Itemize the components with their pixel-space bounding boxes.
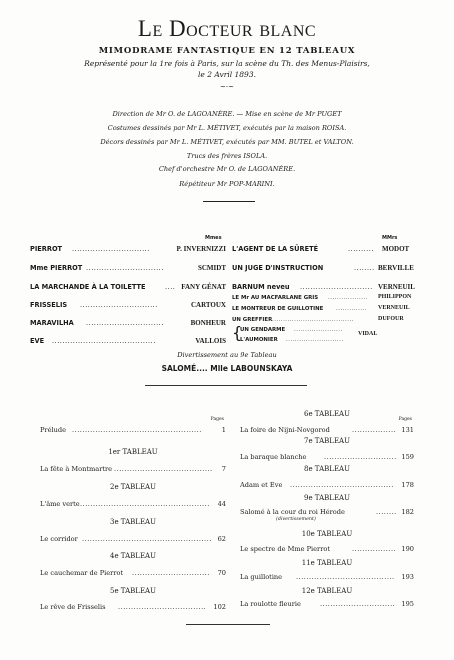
dot-leader: ...................................... bbox=[296, 573, 395, 581]
page-number: 44 bbox=[217, 500, 226, 508]
dot-leader: ............................. bbox=[320, 600, 396, 608]
cast-role: L'AGENT DE LA SÛRETÉ bbox=[232, 245, 319, 253]
page-title: Le Docteur blanc bbox=[137, 16, 317, 41]
toc-entry: Salomé à la cour du roi Hérode bbox=[240, 508, 345, 516]
cast-actor: VALLOIS bbox=[195, 337, 226, 345]
cast-role: LE MONTREUR DE GUILLOTINE bbox=[232, 306, 324, 312]
cast-actor: CARTOUX bbox=[190, 301, 226, 309]
tableau-heading: 4e TABLEAU bbox=[109, 552, 157, 560]
cast-role: EVE bbox=[30, 337, 45, 345]
dot-leader: ........................................ bbox=[52, 337, 156, 345]
toc-right bbox=[240, 0, 414, 660]
premiere-line-1: Représenté pour la 1re fois à Paris, sur la scène du Th. des Menus-Plaisirs, bbox=[84, 59, 370, 68]
dot-leader: .......... bbox=[348, 245, 374, 253]
credit-decors: Décors dessinés par Mr L. MÉTIVET, exécutés par MM. BUTEL et VALTON. bbox=[100, 138, 354, 146]
toc-entry: La guillotine bbox=[240, 573, 283, 581]
credit-costumes: Costumes dessinés par Mr L. MÉTIVET, exécutés par la maison ROISA. bbox=[107, 124, 347, 132]
cast-role: LE Mr AU MACFARLANE GRIS bbox=[232, 295, 319, 301]
dot-leader: .................................................. bbox=[82, 535, 212, 543]
brace: { bbox=[232, 323, 243, 342]
cast-actor: BERVILLE bbox=[378, 264, 414, 272]
divertissement-note: Divertissement au 9e Tableau bbox=[177, 351, 277, 359]
page-number: 195 bbox=[401, 600, 414, 608]
credit-repetiteur: Répétiteur Mr POP-MARINI. bbox=[179, 180, 275, 188]
toc-entry: Adam et Eve bbox=[240, 481, 283, 489]
dot-leader: ................. bbox=[352, 545, 397, 553]
page-number: 131 bbox=[401, 426, 414, 434]
dot-leader: .... bbox=[165, 283, 175, 291]
dot-leader: .................................................. bbox=[72, 426, 202, 434]
cast-actor: SCMIDT bbox=[197, 264, 226, 272]
toc-entry: Le spectre de Mme Pierrot bbox=[240, 545, 330, 553]
dot-leader: .................................................. bbox=[80, 500, 210, 508]
cast-actor: BONHEUR bbox=[190, 319, 226, 327]
premiere-line-2: le 2 Avril 1893. bbox=[198, 70, 256, 79]
page-number: 182 bbox=[401, 508, 414, 516]
dot-leader: .................. bbox=[328, 295, 368, 301]
cast-actor: P. INVERNIZZI bbox=[176, 245, 226, 253]
pages-label: Pages bbox=[398, 417, 412, 422]
dot-leader: .............................. bbox=[80, 301, 158, 309]
credit-direction: Direction de Mr O. de LAGOANÈRE. — Mise en scène de Mr PUGET bbox=[112, 110, 342, 118]
tableau-heading: 2e TABLEAU bbox=[109, 483, 157, 491]
credit-trucs: Trucs des frères ISOLA. bbox=[186, 152, 268, 160]
tableau-heading: 9e TABLEAU bbox=[303, 494, 351, 502]
dot-leader: .............................. bbox=[72, 245, 150, 253]
tableau-heading: 7e TABLEAU bbox=[303, 437, 351, 445]
cast-actor: VERNEUIL bbox=[378, 283, 415, 291]
tableau-heading: 5e TABLEAU bbox=[109, 587, 157, 595]
cast-actor: MODOT bbox=[382, 245, 410, 253]
tableau-heading: 3e TABLEAU bbox=[109, 518, 157, 526]
toc-left bbox=[40, 0, 226, 660]
dot-leader: ..................................... bbox=[272, 317, 354, 323]
toc-entry: Le cauchemar de Pierrot bbox=[40, 569, 124, 577]
cast-role: UN JUGE D'INSTRUCTION bbox=[232, 264, 324, 272]
toc-entry: Le corridor bbox=[40, 535, 78, 543]
toc-entry: Prélude bbox=[40, 426, 66, 434]
credit-orchestra: Chef d'orchestre Mr O. de LAGOANÈRE. bbox=[158, 165, 296, 173]
page-number: 1 bbox=[221, 426, 226, 434]
cast-actor: VERNEUIL bbox=[378, 305, 410, 311]
divider bbox=[186, 624, 270, 625]
subtitle: MIMODRAME FANTASTIQUE EN 12 TABLEAUX bbox=[98, 46, 356, 56]
page-number: 178 bbox=[401, 481, 414, 489]
toc-entry: La fête à Montmartre bbox=[40, 465, 113, 473]
cast-header-left: Mmes bbox=[205, 235, 222, 241]
toc-entry: Le rêve de Frisselis bbox=[40, 603, 106, 611]
cast-actor: FANY GÉNAT bbox=[181, 283, 226, 291]
page-number: 102 bbox=[213, 603, 226, 611]
tableau-heading: 10e TABLEAU bbox=[301, 530, 353, 538]
dot-leader: ........ bbox=[376, 508, 397, 516]
cast-role: LA MARCHANDE À LA TOILETTE bbox=[30, 283, 146, 291]
dot-leader: .............................. bbox=[132, 569, 210, 577]
cast-role: FRISSELIS bbox=[30, 301, 68, 309]
cast-header-right: MMrs bbox=[382, 235, 398, 241]
tableau-heading: 11e TABLEAU bbox=[301, 559, 353, 567]
toc-entry: L'âme verte bbox=[40, 500, 80, 508]
page-number: 70 bbox=[217, 569, 226, 577]
dot-leader: .............. bbox=[336, 306, 367, 312]
toc-entry: La baraque blanche bbox=[240, 453, 307, 461]
cast-role: Mme PIERROT bbox=[30, 264, 83, 272]
page-number: 159 bbox=[401, 453, 414, 461]
dot-leader: .............................. bbox=[86, 264, 164, 272]
tableau-heading: 12e TABLEAU bbox=[301, 587, 353, 595]
dot-leader: .................................. bbox=[118, 603, 207, 611]
ornament: ~·~ bbox=[220, 83, 234, 91]
salome-credit: SALOMÉ.... Mlle LABOUNSKAYA bbox=[161, 364, 293, 373]
dot-leader: ................. bbox=[352, 426, 397, 434]
page-number: 7 bbox=[221, 465, 226, 473]
cast-role: UN GENDARME bbox=[240, 327, 286, 333]
tableau-heading: 1er TABLEAU bbox=[108, 448, 158, 456]
dot-leader: ............................ bbox=[324, 453, 397, 461]
cast-role: PIERROT bbox=[30, 245, 63, 253]
cast-role: UN GREFFIER bbox=[232, 317, 273, 323]
dot-leader: ............................ bbox=[300, 283, 373, 291]
dot-leader: ........ bbox=[354, 264, 375, 272]
dot-leader: ........................................ bbox=[290, 481, 394, 489]
tableau-heading: 8e TABLEAU bbox=[303, 465, 351, 473]
pages-label: Pages bbox=[210, 417, 224, 422]
dot-leader: ...................................... bbox=[114, 465, 213, 473]
dot-leader: .............................. bbox=[86, 319, 164, 327]
toc-entry: La roulotte fleurie bbox=[240, 600, 301, 608]
cast-actor: DUFOUR bbox=[378, 316, 404, 322]
cast-actor: VIDAL bbox=[358, 331, 378, 337]
page-number: 190 bbox=[401, 545, 414, 553]
tableau-heading: 6e TABLEAU bbox=[303, 410, 351, 418]
divertissement-note: (divertissement) bbox=[276, 517, 316, 522]
toc-entry: La foire de Nijni-Novgorod bbox=[240, 426, 330, 434]
dot-leader: .......................... bbox=[286, 337, 344, 343]
page-number: 62 bbox=[217, 535, 226, 543]
dot-leader: ...................... bbox=[294, 327, 343, 333]
page-number: 193 bbox=[401, 573, 414, 581]
cast-role: L'AUMONIER bbox=[240, 337, 278, 343]
cast-role: BARNUM neveu bbox=[232, 283, 290, 291]
cast-role: MARAVILHA bbox=[30, 319, 74, 327]
cast-actor: PHILIPPON bbox=[378, 294, 412, 300]
